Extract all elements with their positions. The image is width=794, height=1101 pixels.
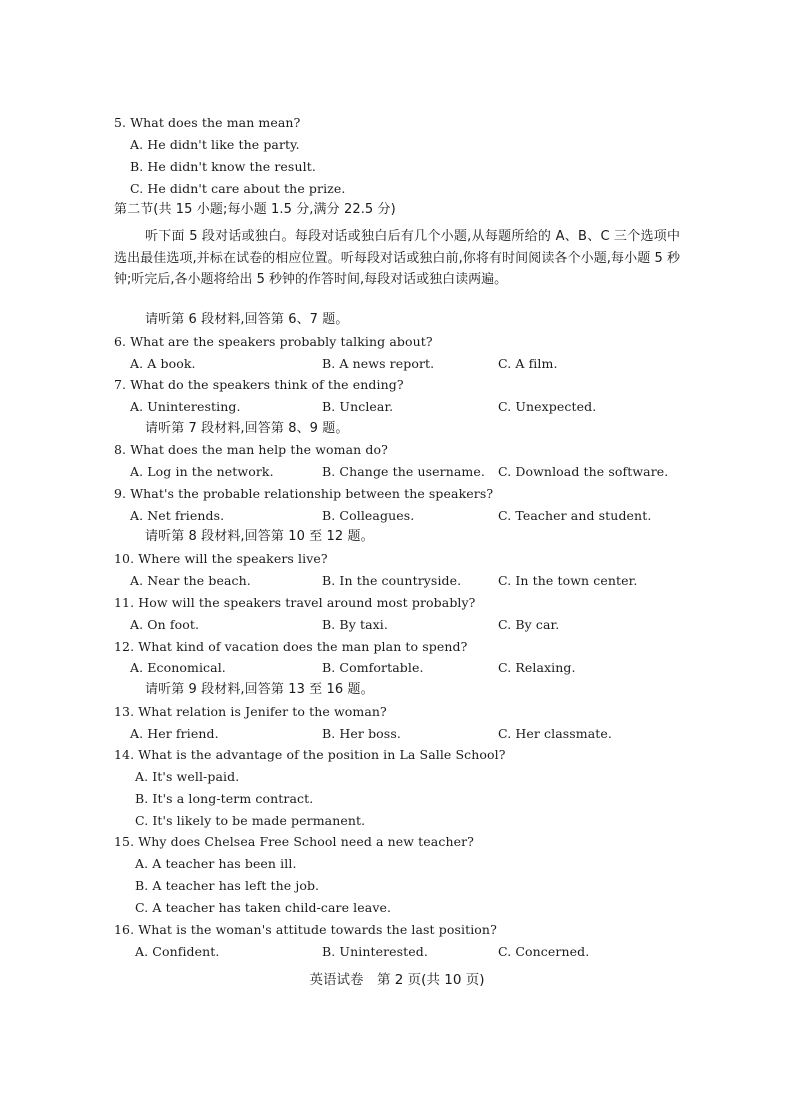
question-5-option-a: A. He didn't like the party. bbox=[130, 137, 300, 152]
question-16-option-b: B. Uninterested. bbox=[322, 944, 428, 959]
question-10-option-a: A. Near the beach. bbox=[130, 573, 251, 588]
section-2-header: 第二节(共 15 小题;每小题 1.5 分,满分 22.5 分) bbox=[114, 202, 396, 217]
question-15-option-c: C. A teacher has taken child-care leave. bbox=[135, 900, 392, 915]
question-8-option-b: B. Change the username. bbox=[322, 464, 485, 479]
question-9-option-a: A. Net friends. bbox=[130, 508, 225, 523]
question-11-option-c: C. By car. bbox=[498, 617, 560, 632]
question-6-option-c: C. A film. bbox=[498, 356, 558, 371]
question-7: 7. What do the speakers think of the ending? bbox=[114, 377, 404, 392]
question-8-option-a: A. Log in the network. bbox=[130, 464, 274, 479]
question-14-option-b: B. It's a long-term contract. bbox=[135, 791, 314, 806]
material-9-instruction: 请听第 9 段材料,回答第 13 至 16 题。 bbox=[145, 682, 374, 697]
question-11: 11. How will the speakers travel around most probably? bbox=[114, 595, 476, 610]
question-5-option-b: B. He didn't know the result. bbox=[130, 159, 316, 174]
question-8: 8. What does the man help the woman do? bbox=[114, 442, 388, 457]
question-16: 16. What is the woman's attitude towards the last position? bbox=[114, 922, 497, 937]
question-6-option-a: A. A book. bbox=[130, 356, 196, 371]
question-15-option-a: A. A teacher has been ill. bbox=[135, 856, 297, 871]
question-13-option-c: C. Her classmate. bbox=[498, 726, 612, 741]
question-11-option-a: A. On foot. bbox=[130, 617, 200, 632]
question-9-option-c: C. Teacher and student. bbox=[498, 508, 652, 523]
question-13-option-b: B. Her boss. bbox=[322, 726, 401, 741]
question-8-option-c: C. Download the software. bbox=[498, 464, 669, 479]
question-12-option-b: B. Comfortable. bbox=[322, 660, 424, 675]
question-5: 5. What does the man mean? bbox=[114, 115, 301, 130]
question-16-option-c: C. Concerned. bbox=[498, 944, 590, 959]
question-12-option-c: C. Relaxing. bbox=[498, 660, 576, 675]
question-14-option-a: A. It's well-paid. bbox=[135, 769, 240, 784]
question-6-option-b: B. A news report. bbox=[322, 356, 435, 371]
question-14-option-c: C. It's likely to be made permanent. bbox=[135, 813, 366, 828]
question-11-option-b: B. By taxi. bbox=[322, 617, 388, 632]
question-7-option-a: A. Uninteresting. bbox=[130, 399, 241, 414]
question-5-option-c: C. He didn't care about the prize. bbox=[130, 181, 346, 196]
question-9-option-b: B. Colleagues. bbox=[322, 508, 415, 523]
material-8-instruction: 请听第 8 段材料,回答第 10 至 12 题。 bbox=[145, 529, 374, 544]
question-10-option-b: B. In the countryside. bbox=[322, 573, 462, 588]
question-10: 10. Where will the speakers live? bbox=[114, 551, 328, 566]
question-12-option-a: A. Economical. bbox=[130, 660, 226, 675]
question-13-option-a: A. Her friend. bbox=[130, 726, 219, 741]
question-10-option-c: C. In the town center. bbox=[498, 573, 638, 588]
section-2-instructions: 听下面 5 段对话或独白。每段对话或独白后有几个小题,从每题所给的 A、B、C 三个选项中选出最佳选项,并标在试卷的相应位置。听每段对话或独白前,你将有时间阅读各个小题,每小题 5 秒钟;听完后,各小题将给出 5 秒钟的作答时间,每段对话或独白读两遍。 bbox=[114, 229, 680, 287]
material-6-instruction: 请听第 6 段材料,回答第 6、7 题。 bbox=[145, 312, 349, 327]
page-footer: 英语试卷 第 2 页(共 10 页) bbox=[309, 972, 485, 988]
question-7-option-c: C. Unexpected. bbox=[498, 399, 597, 414]
material-7-instruction: 请听第 7 段材料,回答第 8、9 题。 bbox=[145, 421, 349, 436]
question-9: 9. What's the probable relationship between the speakers? bbox=[114, 486, 494, 501]
question-15-option-b: B. A teacher has left the job. bbox=[135, 878, 320, 893]
question-13: 13. What relation is Jenifer to the woman? bbox=[114, 704, 387, 719]
question-16-option-a: A. Confident. bbox=[135, 944, 220, 959]
question-7-option-b: B. Unclear. bbox=[322, 399, 394, 414]
question-12: 12. What kind of vacation does the man plan to spend? bbox=[114, 639, 468, 654]
question-6: 6. What are the speakers probably talking about? bbox=[114, 334, 433, 349]
question-14: 14. What is the advantage of the position in La Salle School? bbox=[114, 747, 506, 762]
question-15: 15. Why does Chelsea Free School need a new teacher? bbox=[114, 834, 474, 849]
